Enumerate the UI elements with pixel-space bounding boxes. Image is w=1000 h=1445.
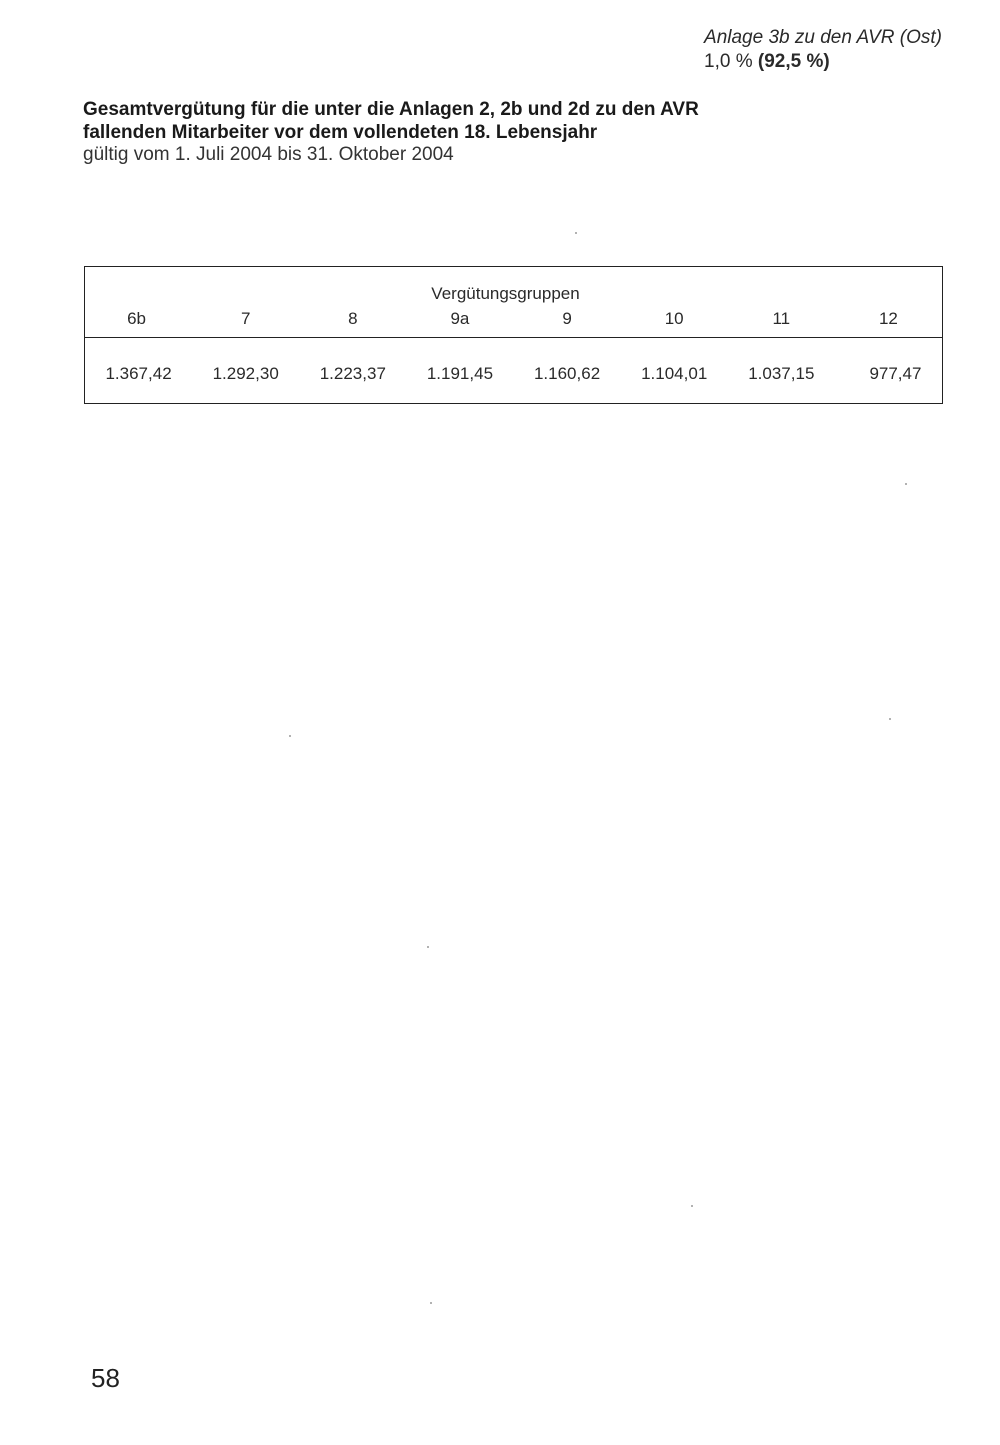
scan-speck <box>889 718 891 720</box>
table-cell-value: 1.037,15 <box>748 364 815 383</box>
table-cell-value: 1.104,01 <box>641 364 708 383</box>
table-divider <box>85 337 942 338</box>
title-line-1: Gesamtvergütung für die unter die Anlagen 2, 2b und 2d zu den AVR <box>83 99 699 120</box>
group-caption-text: Vergütungsgruppen <box>431 284 580 303</box>
table-group-caption <box>85 284 942 304</box>
scan-speck <box>427 946 429 948</box>
scan-speck <box>289 735 291 737</box>
annex-percentage-bold: (92,5 %) <box>757 51 830 72</box>
column-header: 7 <box>240 309 251 328</box>
title-line-2: fallenden Mitarbeiter vor dem vollendeten 18. Lebensjahr <box>83 122 598 143</box>
column-header: 10 <box>664 309 684 328</box>
table-cell-value: 1.292,30 <box>212 364 279 383</box>
document-heading <box>83 98 843 166</box>
table-cell-value: 1.223,37 <box>319 364 386 383</box>
annex-percentage <box>704 50 942 74</box>
column-header: 12 <box>878 309 898 328</box>
column-header: 8 <box>348 309 358 328</box>
column-header: 9 <box>562 309 572 328</box>
scan-speck <box>691 1205 693 1207</box>
scan-speck <box>905 483 907 485</box>
column-header: 9a <box>450 309 470 328</box>
table-cell-value: 1.367,42 <box>105 364 172 383</box>
column-header: 11 <box>772 309 791 328</box>
page-number: 58 <box>91 1363 120 1393</box>
validity-period: gültig vom 1. Juli 2004 bis 31. Oktober 2004 <box>83 144 454 165</box>
scan-speck <box>430 1302 432 1304</box>
table-cell-value: 1.160,62 <box>533 364 601 383</box>
table-cell-value: 977,47 <box>869 364 922 383</box>
scan-speck <box>575 232 577 234</box>
table-cell-value: 1.191,45 <box>426 364 494 383</box>
column-header: 6b <box>127 309 147 328</box>
annex-reference <box>704 26 942 74</box>
compensation-table <box>84 266 943 404</box>
table-value-row <box>85 364 942 388</box>
annex-title: Anlage 3b zu den AVR (Ost) <box>704 27 942 48</box>
annex-percentage-prefix: 1,0 % <box>704 51 758 72</box>
table-header-row <box>85 309 942 335</box>
